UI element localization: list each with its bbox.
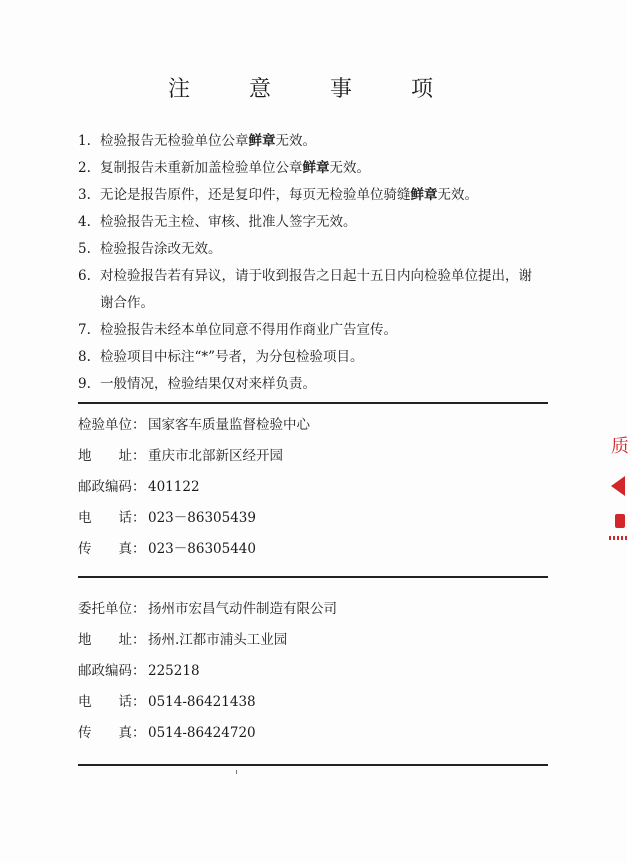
inspection-fax-row: [78, 534, 310, 565]
info-label: 电 话：: [78, 510, 146, 526]
note-item: [78, 371, 578, 398]
client-postcode-row: [78, 656, 337, 687]
info-value: 401122: [148, 479, 200, 495]
client-address-row: [78, 625, 337, 656]
note-text-end: 无效。: [329, 160, 370, 176]
note-number: 5.: [78, 241, 91, 257]
info-value: 225218: [148, 663, 200, 679]
seal-stamp-dots-icon: [609, 536, 627, 540]
note-text: 谢合作。: [100, 295, 154, 311]
info-label: 邮政编码：: [78, 663, 146, 679]
info-value: 重庆市北部新区经开园: [148, 448, 283, 464]
note-item: [78, 263, 578, 290]
client-phone-row: [78, 687, 337, 718]
note-number: 2.: [78, 160, 91, 176]
seal-stamp-triangle-icon: [611, 476, 625, 496]
client-unit-block: [78, 594, 337, 749]
note-bold-text: 鲜章: [248, 133, 276, 149]
info-value: 023－86305440: [148, 541, 256, 557]
info-label: 邮政编码：: [78, 479, 146, 495]
inspection-unit-row: [78, 410, 310, 441]
note-item: [78, 344, 578, 371]
note-item: [78, 236, 578, 263]
client-unit-row: [78, 594, 337, 625]
notes-list: [78, 128, 578, 398]
note-number: 6.: [78, 268, 91, 284]
page-title: 注 意 事 项: [168, 77, 459, 102]
note-text: 检验项目中标注“*”号者，为分包检验项目。: [100, 349, 364, 365]
note-number: 4.: [78, 214, 91, 230]
note-number: 8.: [78, 349, 91, 365]
seal-stamp: [609, 410, 627, 550]
scan-speck: [236, 770, 237, 774]
note-text-end: 无效。: [275, 133, 316, 149]
note-text: 检验报告未经本单位同意不得用作商业广告宣传。: [100, 322, 397, 338]
inspection-address-row: [78, 441, 310, 472]
note-number: 3.: [78, 187, 91, 203]
divider-rule: [78, 764, 548, 766]
divider-rule: [78, 576, 548, 578]
info-value: 023－86305439: [148, 510, 256, 526]
note-number: 1.: [78, 133, 91, 149]
inspection-unit-block: [78, 410, 310, 565]
note-item: [78, 317, 578, 344]
note-text-end: 无效。: [437, 187, 478, 203]
info-value: 扬州.江都市浦头工业园: [148, 632, 288, 648]
note-text: 检验报告无主检、审核、批准人签字无效。: [100, 214, 357, 230]
note-text: 一般情况，检验结果仅对来样负责。: [100, 376, 316, 392]
info-value: 0514-86421438: [148, 694, 256, 710]
info-label: 检验单位：: [78, 417, 146, 433]
note-text: 检验报告涂改无效。: [100, 241, 222, 257]
note-text: 对检验报告若有异议，请于收到报告之日起十五日内向检验单位提出，谢: [100, 268, 532, 284]
inspection-postcode-row: [78, 472, 310, 503]
info-label: 传 真：: [78, 541, 146, 557]
info-value: 国家客车质量监督检验中心: [148, 417, 310, 433]
note-bold-text: 鲜章: [410, 187, 438, 203]
note-text: 检验报告无检验单位公章: [100, 133, 249, 149]
seal-stamp-mark-icon: [615, 514, 625, 528]
note-item: [78, 182, 578, 209]
note-text: 无论是报告原件，还是复印件，每页无检验单位骑缝: [100, 187, 411, 203]
divider-rule: [78, 402, 548, 404]
info-label: 委托单位：: [78, 601, 146, 617]
info-value: 扬州市宏昌气动件制造有限公司: [148, 601, 337, 617]
note-item: [78, 155, 578, 182]
info-label: 传 真：: [78, 725, 146, 741]
note-text: 复制报告未重新加盖检验单位公章: [100, 160, 303, 176]
info-label: 电 话：: [78, 694, 146, 710]
note-item: [78, 209, 578, 236]
inspection-phone-row: [78, 503, 310, 534]
note-number: 7.: [78, 322, 91, 338]
info-value: 0514-86424720: [148, 725, 256, 741]
info-label: 地 址：: [78, 632, 146, 648]
info-label: 地 址：: [78, 448, 146, 464]
note-item: [78, 128, 578, 155]
note-item-continuation: [78, 290, 578, 317]
client-fax-row: [78, 718, 337, 749]
note-number: 9.: [78, 376, 91, 392]
note-bold-text: 鲜章: [302, 160, 330, 176]
seal-stamp-char: 质: [611, 436, 629, 457]
